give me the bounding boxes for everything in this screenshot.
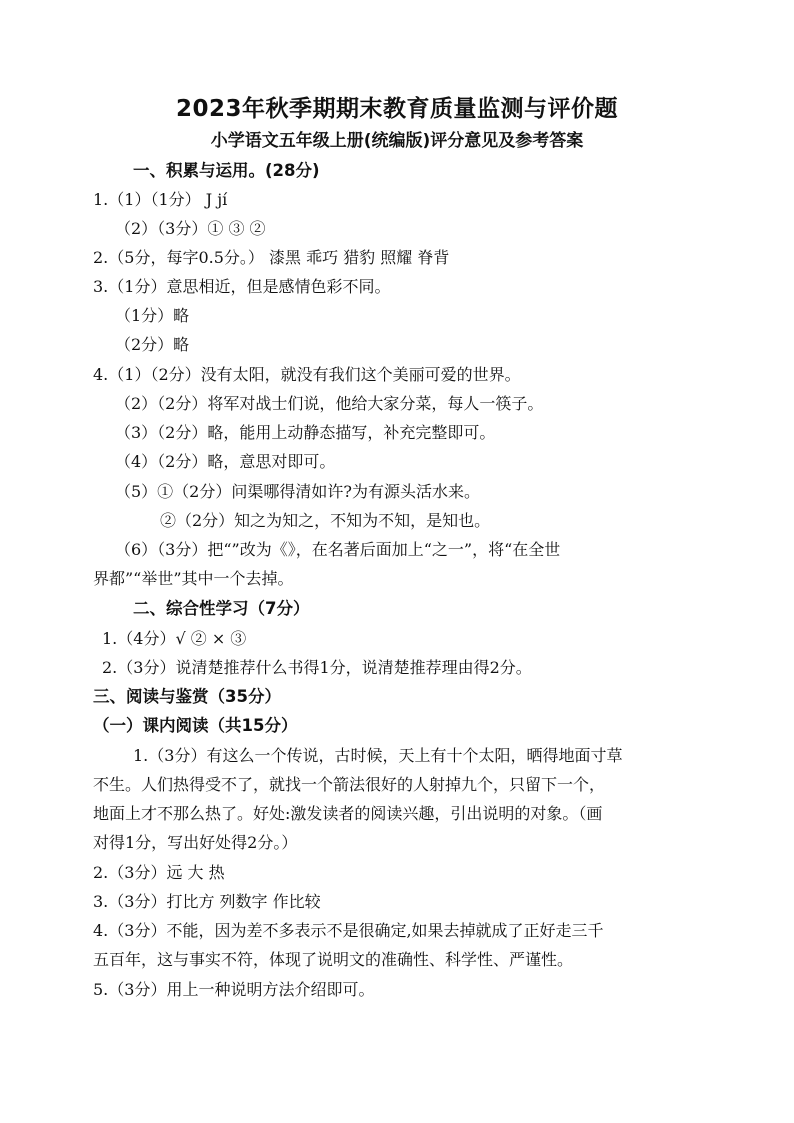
answer-s3-1d: 对得1分，写出好处得2分。） — [93, 833, 298, 852]
answer-s3-5: 5.（3分）用上一种说明方法介绍即可。 — [93, 980, 375, 999]
answer-4-2: （2）（2分）将军对战士们说，他给大家分菜，每人一筷子。 — [115, 394, 544, 413]
section-3-heading: 三、阅读与鉴赏（35分） — [93, 687, 281, 706]
answer-s2-2: 2.（3分）说清楚推荐什么书得1分，说清楚推荐理由得2分。 — [102, 658, 532, 677]
answer-4-1: 4.（1）（2分）没有太阳，就没有我们这个美丽可爱的世界。 — [93, 365, 521, 384]
answer-4-5a: （5）①（2分）问渠哪得清如许?为有源头活水来。 — [115, 482, 480, 501]
answer-4-4: （4）（2分）略，意思对即可。 — [115, 452, 336, 471]
answer-s3-1b: 不生。人们热得受不了，就找一个箭法很好的人射掉九个，只留下一个， — [93, 775, 606, 794]
answer-3-3: （2分）略 — [115, 335, 190, 354]
answer-s3-4b: 五百年，这与事实不符，体现了说明文的准确性、科学性、严谨性。 — [93, 950, 574, 969]
answer-s2-1: 1.（4分）√ ② × ③ — [102, 629, 247, 648]
answer-s3-1c: 地面上才不那么热了。好处:激发读者的阅读兴趣，引出说明的对象。（画 — [93, 804, 603, 823]
answer-s3-4a: 4.（3分）不能，因为差不多表示不是很确定,如果去掉就成了正好走三千 — [93, 921, 604, 940]
answer-4-6a: （6）（3分）把“”改为《》，在名著后面加上“之一”，将“在全世 — [115, 540, 561, 559]
answer-3-1: 3.（1分）意思相近，但是感情色彩不同。 — [93, 277, 391, 296]
answer-s3-2: 2.（3分）远 大 热 — [93, 863, 225, 882]
answer-s3-1a: 1.（3分）有这么一个传说，古时候，天上有十个太阳，晒得地面寸草 — [133, 746, 623, 765]
section-1-heading: 一、积累与运用。(28分) — [133, 161, 320, 180]
answer-4-5b: ②（2分）知之为知之，不知为不知，是知也。 — [160, 511, 491, 530]
answer-4-6b: 界都”“举世”其中一个去掉。 — [93, 569, 294, 588]
document-title: 2023年秋季期期末教育质量监测与评价题 — [175, 96, 618, 122]
answer-1-1: 1.（1）（1分） J jí — [93, 190, 228, 209]
section-2-heading: 二、综合性学习（7分） — [133, 599, 310, 618]
answer-s3-3: 3.（3分）打比方 列数字 作比较 — [93, 892, 321, 911]
answer-4-3: （3）（2分）略，能用上动静态描写，补充完整即可。 — [115, 423, 496, 442]
answer-3-2: （1分）略 — [115, 306, 190, 325]
section-3-sub1-heading: （一）课内阅读（共15分） — [93, 716, 298, 735]
answer-1-2: （2）（3分）① ③ ② — [115, 219, 266, 238]
answer-2: 2.（5分，每字0.5分。） 漆黑 乖巧 猎豹 照耀 脊背 — [93, 248, 450, 267]
document-subtitle: 小学语文五年级上册(统编版)评分意见及参考答案 — [210, 131, 584, 151]
